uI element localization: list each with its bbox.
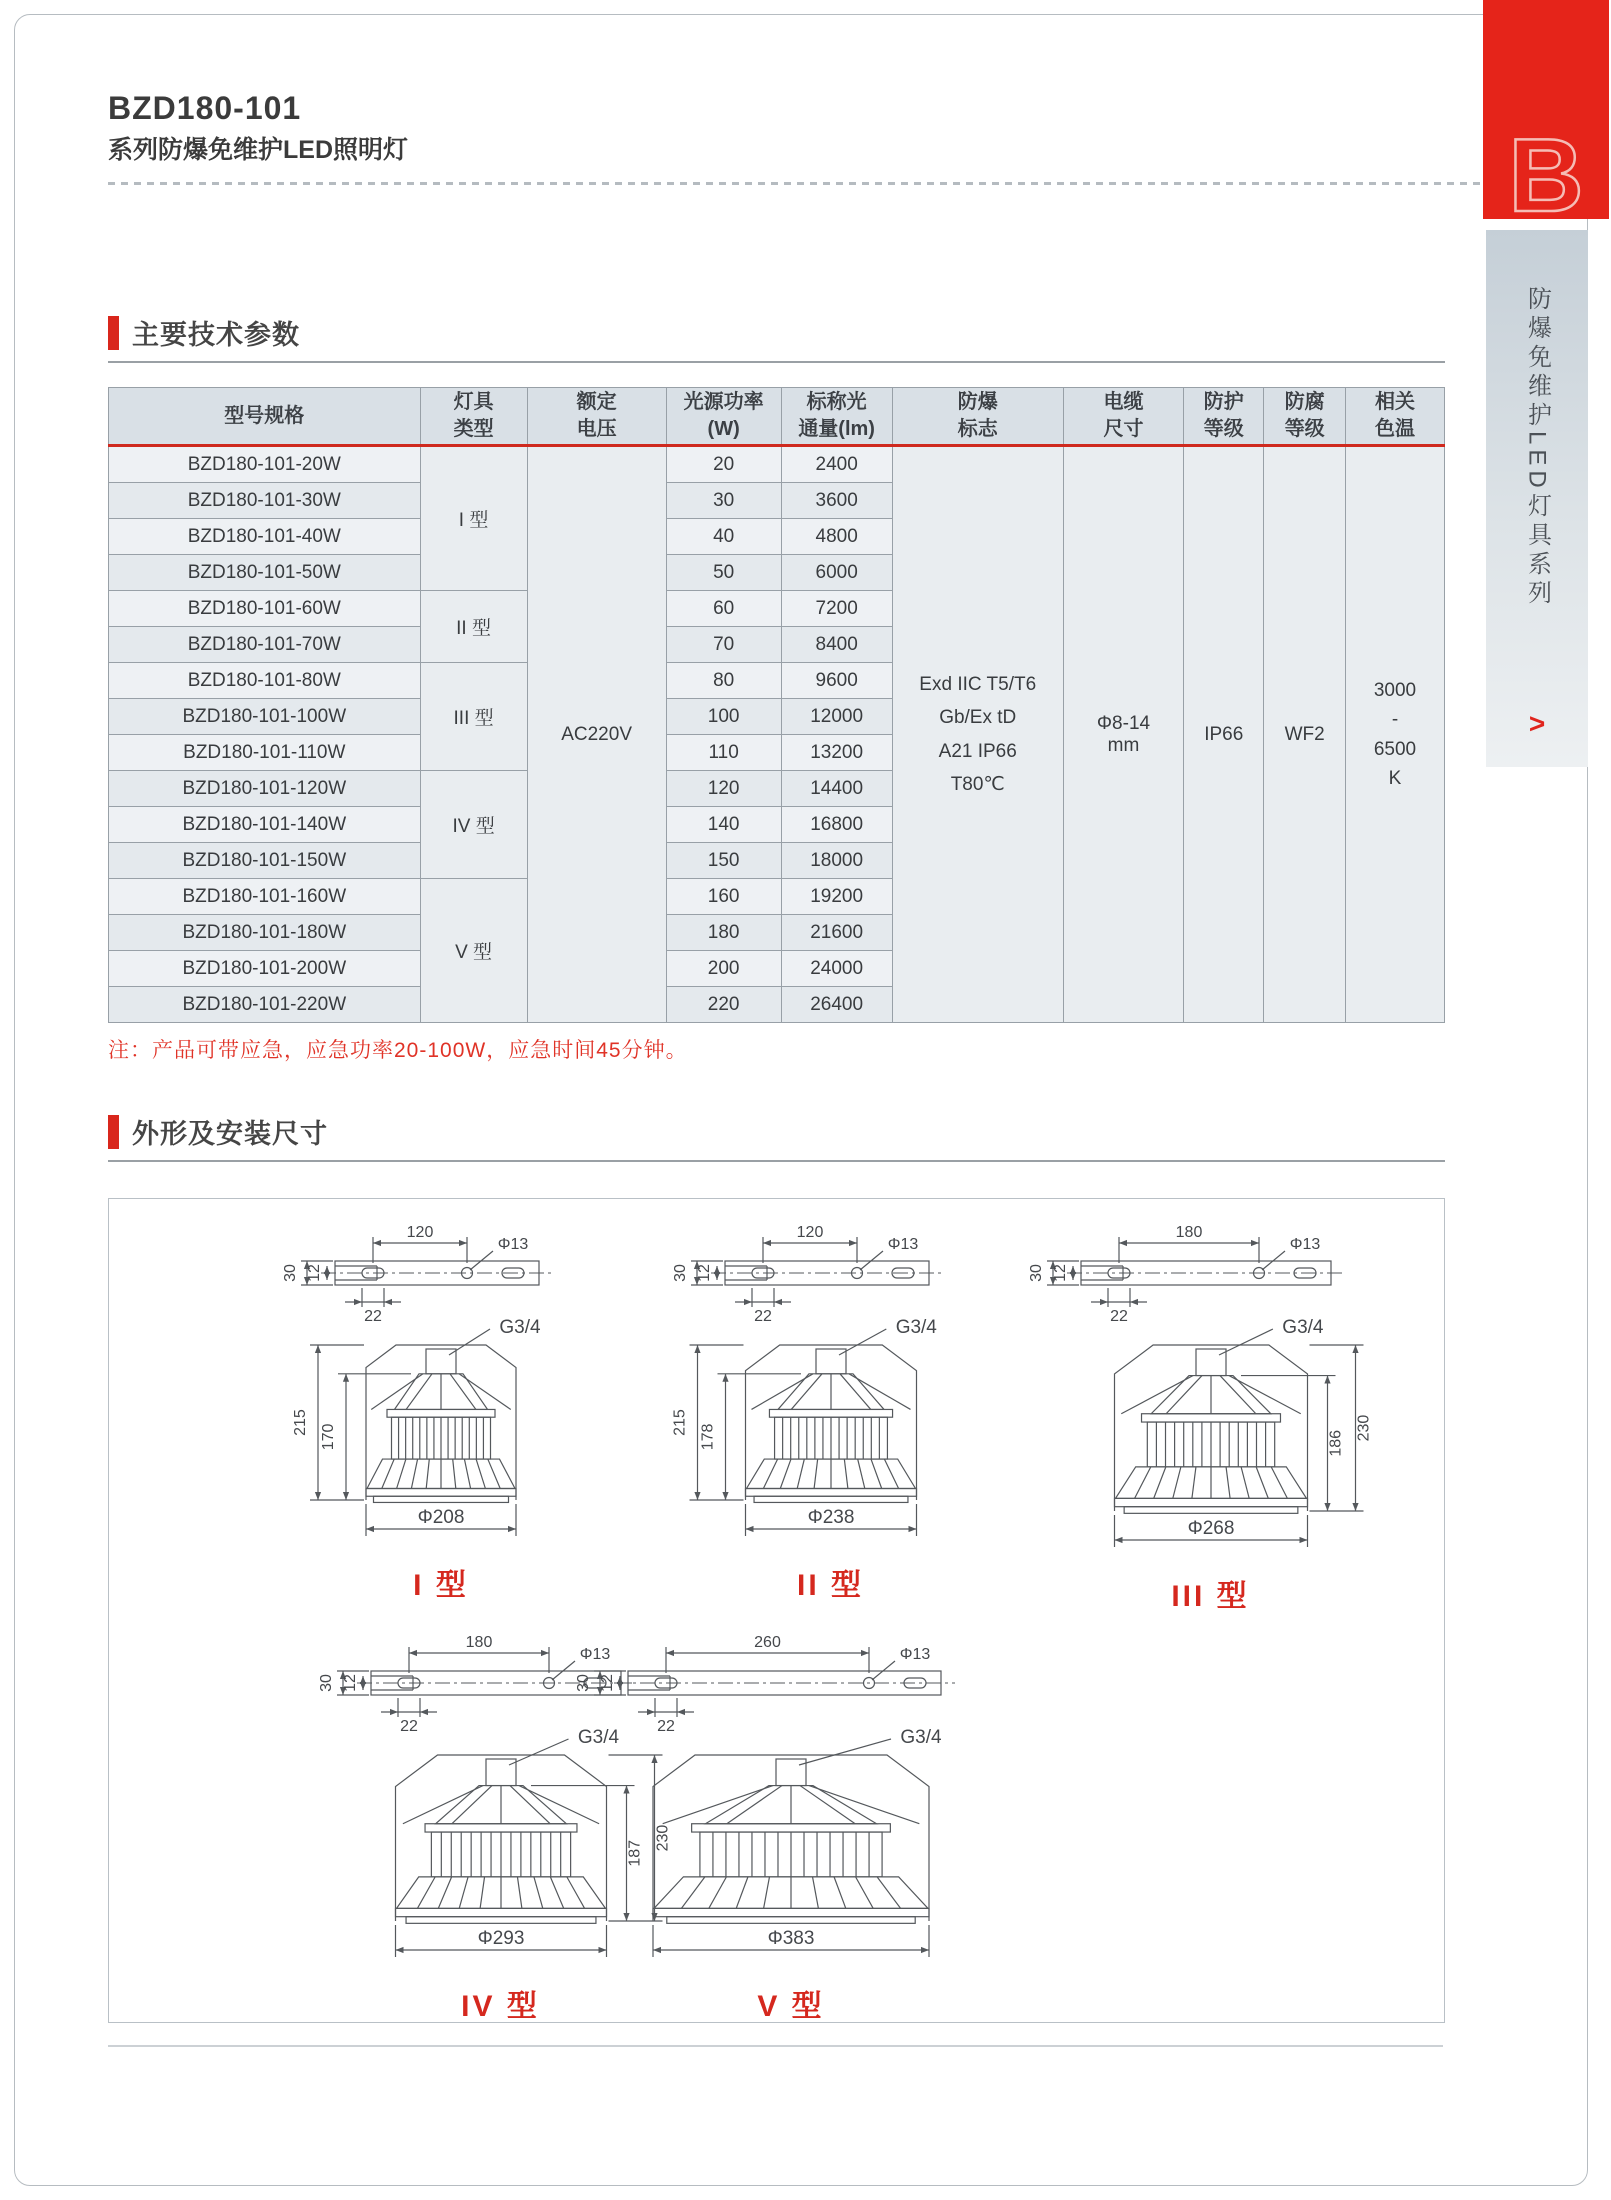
svg-text:Φ13: Φ13 (1289, 1236, 1321, 1253)
flux-cell: 26400 (781, 987, 892, 1023)
svg-text:120: 120 (406, 1224, 434, 1241)
svg-text:12: 12 (306, 1264, 323, 1282)
figure-type-label: III 型 (1171, 1580, 1250, 1613)
power-cell: 70 (666, 627, 781, 663)
anti-corrosion-cell: WF2 (1264, 446, 1346, 1023)
model-cell: BZD180-101-160W (109, 879, 421, 915)
cct-cell: 3000 - 6500 K (1345, 446, 1444, 1023)
figure-type-label: V 型 (757, 1990, 825, 2023)
section-title-dimensions: 外形及安装尺寸 (132, 1119, 328, 1149)
svg-text:22: 22 (1110, 1308, 1128, 1325)
svg-text:180: 180 (1175, 1224, 1203, 1241)
model-cell: BZD180-101-110W (109, 735, 421, 771)
figure-type-label: II 型 (796, 1569, 864, 1602)
svg-text:30: 30 (282, 1264, 299, 1282)
flux-cell: 18000 (781, 843, 892, 879)
type-cell: I 型 (420, 446, 527, 591)
svg-text:Φ13: Φ13 (887, 1236, 919, 1253)
svg-text:215: 215 (671, 1409, 689, 1436)
model-cell: BZD180-101-150W (109, 843, 421, 879)
svg-text:30: 30 (575, 1674, 592, 1692)
flux-cell: 24000 (781, 951, 892, 987)
type-cell: III 型 (420, 663, 527, 771)
svg-text:230: 230 (654, 1824, 672, 1852)
column-header: 额定 电压 (527, 388, 666, 446)
dimension-drawing (281, 1213, 601, 1555)
flux-cell: 2400 (781, 446, 892, 483)
svg-text:Φ293: Φ293 (477, 1928, 525, 1949)
column-header: 标称光 通量(lm) (781, 388, 892, 446)
power-cell: 20 (666, 446, 781, 483)
chapter-letter (1483, 115, 1609, 225)
model-cell: BZD180-101-60W (109, 591, 421, 627)
flux-cell: 21600 (781, 915, 892, 951)
catalog-page (108, 90, 1445, 2047)
model-cell: BZD180-101-200W (109, 951, 421, 987)
svg-text:120: 120 (796, 1224, 824, 1241)
svg-text:22: 22 (400, 1718, 418, 1735)
flux-cell: 19200 (781, 879, 892, 915)
type-cell: IV 型 (420, 771, 527, 879)
svg-text:22: 22 (364, 1308, 382, 1325)
footer-divider (108, 2045, 1443, 2047)
column-header: 电缆 尺寸 (1063, 388, 1183, 446)
chevron-right-icon: > (1528, 708, 1546, 739)
flux-cell: 8400 (781, 627, 892, 663)
svg-text:12: 12 (342, 1674, 359, 1692)
flux-cell: 6000 (781, 555, 892, 591)
svg-text:30: 30 (318, 1674, 335, 1692)
svg-text:G3/4: G3/4 (499, 1317, 541, 1338)
voltage-cell: AC220V (527, 446, 666, 1023)
table-header-row (109, 388, 1445, 446)
power-cell: 100 (666, 699, 781, 735)
power-cell: 200 (666, 951, 781, 987)
svg-text:G3/4: G3/4 (895, 1317, 937, 1338)
type-cell: II 型 (420, 591, 527, 663)
svg-text:Φ208: Φ208 (417, 1507, 465, 1528)
page-title: BZD180-101 (108, 90, 302, 126)
type-cell: V 型 (420, 879, 527, 1023)
flux-cell: 7200 (781, 591, 892, 627)
model-cell: BZD180-101-100W (109, 699, 421, 735)
flux-cell: 3600 (781, 483, 892, 519)
svg-text:180: 180 (465, 1634, 493, 1651)
svg-text:12: 12 (599, 1674, 616, 1692)
model-cell: BZD180-101-50W (109, 555, 421, 591)
svg-text:12: 12 (1052, 1264, 1069, 1282)
figure-type-label: I 型 (413, 1569, 469, 1602)
model-cell: BZD180-101-70W (109, 627, 421, 663)
emergency-note: 注：产品可带应急，应急功率20-100W，应急时间45分钟。 (108, 1039, 688, 1062)
column-header: 防护 等级 (1184, 388, 1264, 446)
cable-cell: Φ8-14 mm (1063, 446, 1183, 1023)
dimension-drawing (1029, 1213, 1392, 1566)
diagram-box (108, 1198, 1445, 2023)
svg-text:186: 186 (1327, 1429, 1345, 1457)
flux-cell: 9600 (781, 663, 892, 699)
model-cell: BZD180-101-180W (109, 915, 421, 951)
svg-text:G3/4: G3/4 (1282, 1317, 1324, 1338)
svg-text:Φ13: Φ13 (579, 1646, 611, 1663)
chapter-red-block (1483, 0, 1609, 225)
column-header: 防腐 等级 (1264, 388, 1346, 446)
svg-text:G3/4: G3/4 (577, 1727, 620, 1748)
svg-text:187: 187 (626, 1839, 644, 1867)
column-header: 型号规格 (109, 388, 421, 446)
svg-text:22: 22 (657, 1718, 675, 1735)
column-header: 防爆 标志 (892, 388, 1063, 446)
svg-text:Φ383: Φ383 (767, 1928, 815, 1949)
flux-cell: 14400 (781, 771, 892, 807)
power-cell: 80 (666, 663, 781, 699)
figure-2 (660, 1213, 1001, 1604)
section-head-params (108, 313, 1445, 363)
dashed-divider (108, 182, 1480, 185)
svg-text:22: 22 (754, 1308, 772, 1325)
svg-text:Φ13: Φ13 (497, 1236, 529, 1253)
svg-text:170: 170 (320, 1423, 337, 1451)
dimension-drawing (660, 1213, 1001, 1555)
svg-text:Φ238: Φ238 (807, 1507, 855, 1528)
svg-text:30: 30 (1029, 1264, 1045, 1282)
model-cell: BZD180-101-80W (109, 663, 421, 699)
model-cell: BZD180-101-30W (109, 483, 421, 519)
svg-text:Φ268: Φ268 (1187, 1518, 1235, 1539)
svg-text:12: 12 (696, 1264, 713, 1282)
svg-text:178: 178 (699, 1423, 717, 1451)
power-cell: 220 (666, 987, 781, 1023)
figure-type-label: IV 型 (461, 1990, 540, 2023)
section-head-dimensions (108, 1112, 1445, 1162)
model-cell: BZD180-101-220W (109, 987, 421, 1023)
svg-text:260: 260 (754, 1634, 781, 1651)
model-cell: BZD180-101-20W (109, 446, 421, 483)
svg-text:30: 30 (672, 1264, 689, 1282)
ip-cell: IP66 (1184, 446, 1264, 1023)
figure-1 (281, 1213, 601, 1604)
flux-cell: 4800 (781, 519, 892, 555)
power-cell: 60 (666, 591, 781, 627)
flux-cell: 13200 (781, 735, 892, 771)
section-marker-icon (108, 1115, 119, 1149)
series-tab-label: 防爆免维护LED灯具系列 (1523, 286, 1551, 609)
page-subtitle: 系列防爆免维护LED照明灯 (108, 136, 409, 164)
series-tab-panel (1486, 230, 1588, 767)
power-cell: 120 (666, 771, 781, 807)
svg-text:230: 230 (1355, 1414, 1373, 1442)
column-header: 相关 色温 (1345, 388, 1444, 446)
model-cell: BZD180-101-120W (109, 771, 421, 807)
ex-mark-cell: Exd IIC T5/T6 Gb/Ex tD A21 IP66 T80℃ (892, 446, 1063, 1023)
params-table (108, 387, 1445, 1023)
power-cell: 50 (666, 555, 781, 591)
model-cell: BZD180-101-140W (109, 807, 421, 843)
power-cell: 150 (666, 843, 781, 879)
svg-text:B: B (1508, 118, 1584, 225)
section-title-params: 主要技术参数 (132, 320, 300, 350)
power-cell: 30 (666, 483, 781, 519)
section-marker-icon (108, 316, 119, 350)
svg-text:215: 215 (292, 1409, 309, 1436)
power-cell: 180 (666, 915, 781, 951)
power-cell: 110 (666, 735, 781, 771)
model-cell: BZD180-101-40W (109, 519, 421, 555)
flux-cell: 16800 (781, 807, 892, 843)
column-header: 光源功率 (W) (666, 388, 781, 446)
power-cell: 140 (666, 807, 781, 843)
figure-5 (568, 1623, 1014, 2025)
table-row (109, 446, 1445, 483)
flux-cell: 12000 (781, 699, 892, 735)
power-cell: 40 (666, 519, 781, 555)
figure-3 (1029, 1213, 1392, 1615)
column-header: 灯具 类型 (420, 388, 527, 446)
power-cell: 160 (666, 879, 781, 915)
svg-text:Φ13: Φ13 (899, 1646, 931, 1663)
dimension-drawing (568, 1623, 1014, 1976)
svg-text:G3/4: G3/4 (900, 1727, 942, 1748)
